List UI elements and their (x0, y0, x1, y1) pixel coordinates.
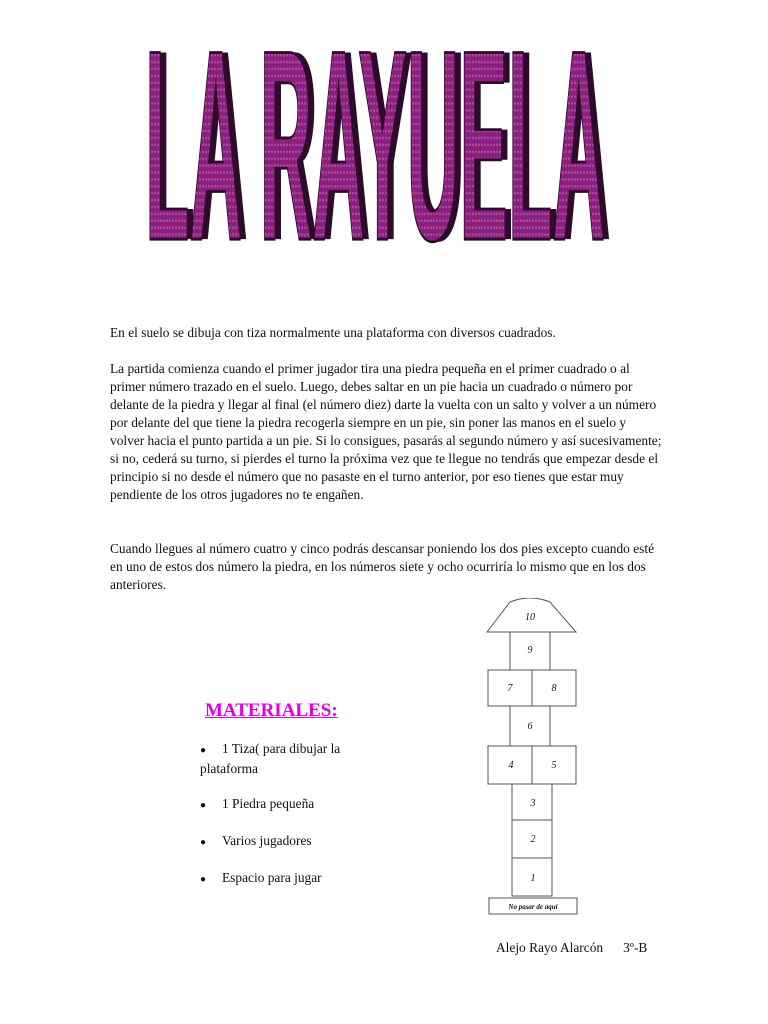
square-label: 2 (530, 834, 536, 845)
square-label: 5 (551, 760, 557, 771)
material-text: 1 Tiza( para dibujar la plataforma (200, 741, 341, 776)
rules-paragraph: La partida comienza cuando el primer jugador tira una piedra pequeña en el primer cuadrado o al primer número trazado en el suelo. Luego, debes saltar en un pie hacia un cuadrado o número por delante de la piedra y llegar al final (el número diez) darte la vuelta con un salto y volver a un número por delante del que tiene la piedra recogerla siempre en un pie, sin poner las manos en el suelo y volver hacia el punto partida a un pie. Si lo consigues, pasarás al segundo número y así sucesivamente; si no, cederá su turno, si pierdes el turno la próxima vez que te llegue no tendrás que empezar desde el principio si no desde el número que no pasaste en el turno anterior, por eso tienes que estar muy pendiente de los otros jugadores no te engañen. (110, 361, 662, 502)
intro-paragraph: En el suelo se dibuja con tiza normalmente una plataforma con diversos cuadrados. (110, 325, 556, 340)
bullet-icon: ● (200, 800, 207, 811)
title-wordart (130, 40, 620, 260)
material-text: 1 Piedra pequeña (222, 796, 315, 811)
title-text: LA RAYUELA (145, 40, 606, 260)
author-grade: 3º-B (623, 940, 648, 955)
author-name: Alejo Rayo Alarcón (496, 940, 604, 955)
material-text: Varios jugadores (222, 833, 312, 848)
title-shadow: LA RAYUELA (151, 40, 611, 260)
square-label: 7 (507, 683, 513, 694)
rest-paragraph: Cuando llegues al número cuatro y cinco podrás descansar poniendo los dos pies excepto cuando esté en uno de estos dos número la piedra, en los números siete y ocho ocurriría lo mismo que en los dos anteriores. (110, 541, 655, 592)
hopscotch-diagram (480, 598, 590, 918)
square-label: 6 (527, 721, 533, 732)
list-item (200, 740, 380, 778)
list-item (200, 869, 380, 889)
bullet-icon: ● (200, 745, 207, 756)
square-label: 10 (525, 612, 535, 623)
author-line (496, 940, 647, 956)
list-item (200, 795, 380, 815)
list-item (200, 832, 380, 852)
bullet-icon: ● (200, 837, 207, 848)
square-label: 1 (530, 873, 536, 884)
footer-label: No pasar de aquí (508, 903, 558, 911)
materials-heading: MATERIALES: (205, 700, 338, 721)
bullet-icon: ● (200, 874, 207, 885)
material-text: Espacio para jugar (222, 870, 322, 885)
square-label: 3 (530, 798, 536, 809)
square-label: 8 (551, 683, 557, 694)
square-label: 4 (508, 760, 514, 771)
square-label: 9 (527, 645, 533, 656)
